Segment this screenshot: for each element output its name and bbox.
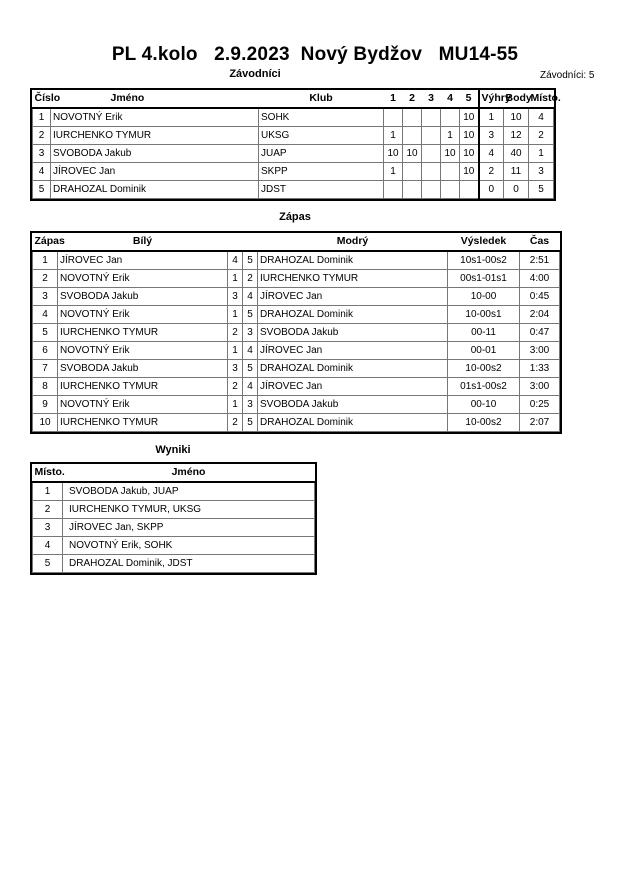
- round-score: 10: [441, 145, 460, 163]
- round-score: [422, 163, 441, 181]
- round-score: [422, 108, 441, 127]
- match-number: 5: [33, 324, 58, 342]
- blue-competitor: DRAHOZAL Dominik: [258, 414, 448, 432]
- matches-table: [32, 233, 560, 432]
- white-competitor: IURCHENKO TYMUR: [58, 324, 228, 342]
- match-number: 9: [33, 396, 58, 414]
- round-score: [422, 127, 441, 145]
- round-score: 1: [441, 127, 460, 145]
- match-row: [33, 306, 560, 324]
- match-row: [33, 396, 560, 414]
- match-time: 2:07: [520, 414, 560, 432]
- match-row: [33, 324, 560, 342]
- blue-competitor: JÍROVEC Jan: [258, 342, 448, 360]
- blue-number: 5: [243, 251, 258, 270]
- result-place: 5: [33, 555, 63, 573]
- white-competitor: NOVOTNÝ Erik: [58, 396, 228, 414]
- round-score: [441, 181, 460, 199]
- match-time: 0:25: [520, 396, 560, 414]
- match-time: 2:04: [520, 306, 560, 324]
- competitor-place: 2: [529, 127, 554, 145]
- round-score: 1: [384, 127, 403, 145]
- round-score: 10: [384, 145, 403, 163]
- competitors-table: [32, 90, 561, 199]
- competitor-row: [33, 163, 554, 181]
- match-time: 1:33: [520, 360, 560, 378]
- blue-number: 5: [243, 360, 258, 378]
- col-place: Místo.: [529, 90, 554, 108]
- match-result: 10-00s1: [448, 306, 520, 324]
- blue-competitor: DRAHOZAL Dominik: [258, 360, 448, 378]
- result-row: [33, 537, 315, 555]
- match-row: [33, 342, 560, 360]
- blue-number: 5: [243, 306, 258, 324]
- blue-number: 3: [243, 396, 258, 414]
- col-points: Body: [504, 90, 529, 108]
- match-result: 10-00s2: [448, 414, 520, 432]
- round-score: [441, 163, 460, 181]
- white-number: 1: [228, 306, 243, 324]
- blue-competitor: JÍROVEC Jan: [258, 378, 448, 396]
- match-result: 10-00: [448, 288, 520, 306]
- white-competitor: IURCHENKO TYMUR: [58, 378, 228, 396]
- col-result-place: Místo.: [33, 464, 63, 482]
- competitor-row: [33, 181, 554, 199]
- blue-competitor: DRAHOZAL Dominik: [258, 306, 448, 324]
- round-score: 10: [403, 145, 422, 163]
- match-result: 10-00s2: [448, 360, 520, 378]
- page-title: PL 4.kolo 2.9.2023 Nový Bydžov MU14-55: [111, 44, 519, 65]
- result-row: [33, 482, 315, 501]
- competitor-place: 5: [529, 181, 554, 199]
- white-number: 2: [228, 324, 243, 342]
- result-place: 1: [33, 482, 63, 501]
- match-row: [33, 288, 560, 306]
- competitor-points: 40: [504, 145, 529, 163]
- match-result: 00s1-01s1: [448, 270, 520, 288]
- match-time: 3:00: [520, 342, 560, 360]
- competitor-number: 3: [33, 145, 51, 163]
- white-number: 1: [228, 396, 243, 414]
- competitor-number: 1: [33, 108, 51, 127]
- blue-number: 4: [243, 342, 258, 360]
- white-competitor: NOVOTNÝ Erik: [58, 270, 228, 288]
- blue-number: 3: [243, 324, 258, 342]
- col-number: Číslo: [33, 90, 51, 108]
- match-row: [33, 251, 560, 270]
- match-number: 1: [33, 251, 58, 270]
- competitor-place: 4: [529, 108, 554, 127]
- competitor-points: 12: [504, 127, 529, 145]
- white-number: 4: [228, 251, 243, 270]
- match-result: 01s1-00s2: [448, 378, 520, 396]
- round-score: 10: [460, 108, 479, 127]
- match-time: 2:51: [520, 251, 560, 270]
- col-wins: Výhry: [479, 90, 504, 108]
- col-white: Bílý: [58, 233, 228, 251]
- result-name: DRAHOZAL Dominik, JDST: [63, 555, 315, 573]
- blue-number: 4: [243, 288, 258, 306]
- round-score: 10: [460, 127, 479, 145]
- blue-competitor: SVOBODA Jakub: [258, 324, 448, 342]
- match-time: 0:45: [520, 288, 560, 306]
- competitor-name: NOVOTNÝ Erik: [51, 108, 259, 127]
- match-row: [33, 414, 560, 432]
- competitor-wins: 0: [479, 181, 504, 199]
- blue-number: 2: [243, 270, 258, 288]
- result-name: IURCHENKO TYMUR, UKSG: [63, 501, 315, 519]
- match-result: 00-10: [448, 396, 520, 414]
- competitor-count: Závodníci: 5: [540, 70, 595, 81]
- competitor-points: 11: [504, 163, 529, 181]
- blue-competitor: DRAHOZAL Dominik: [258, 251, 448, 270]
- match-row: [33, 270, 560, 288]
- match-row: [33, 360, 560, 378]
- round-score: [441, 108, 460, 127]
- col-round-4: 4: [441, 90, 460, 108]
- col-round-5: 5: [460, 90, 479, 108]
- competitor-club: SOHK: [259, 108, 384, 127]
- competitor-place: 3: [529, 163, 554, 181]
- competitor-row: [33, 127, 554, 145]
- competitor-name: JÍROVEC Jan: [51, 163, 259, 181]
- competitor-points: 0: [504, 181, 529, 199]
- white-competitor: NOVOTNÝ Erik: [58, 306, 228, 324]
- col-round-1: 1: [384, 90, 403, 108]
- result-row: [33, 555, 315, 573]
- match-row: [33, 378, 560, 396]
- competitor-number: 4: [33, 163, 51, 181]
- match-number: 8: [33, 378, 58, 396]
- result-row: [33, 501, 315, 519]
- round-score: [403, 127, 422, 145]
- match-number: 2: [33, 270, 58, 288]
- white-number: 1: [228, 342, 243, 360]
- matches-heading: Zápas: [279, 211, 311, 223]
- col-club: Klub: [259, 90, 384, 108]
- round-score: [422, 145, 441, 163]
- round-score: [384, 181, 403, 199]
- competitor-row: [33, 145, 554, 163]
- result-place: 3: [33, 519, 63, 537]
- competitor-club: JDST: [259, 181, 384, 199]
- competitor-club: UKSG: [259, 127, 384, 145]
- round-score: [422, 181, 441, 199]
- competitor-points: 10: [504, 108, 529, 127]
- round-score: [460, 181, 479, 199]
- competitor-wins: 1: [479, 108, 504, 127]
- competitor-wins: 3: [479, 127, 504, 145]
- competitor-club: SKPP: [259, 163, 384, 181]
- col-blue: Modrý: [258, 233, 448, 251]
- competitor-number: 2: [33, 127, 51, 145]
- result-place: 2: [33, 501, 63, 519]
- white-competitor: JÍROVEC Jan: [58, 251, 228, 270]
- match-time: 4:00: [520, 270, 560, 288]
- match-number: 4: [33, 306, 58, 324]
- col-round-2: 2: [403, 90, 422, 108]
- round-score: 10: [460, 163, 479, 181]
- white-competitor: NOVOTNÝ Erik: [58, 342, 228, 360]
- white-number: 1: [228, 270, 243, 288]
- result-name: NOVOTNÝ Erik, SOHK: [63, 537, 315, 555]
- match-result: 10s1-00s2: [448, 251, 520, 270]
- round-score: [403, 163, 422, 181]
- white-competitor: IURCHENKO TYMUR: [58, 414, 228, 432]
- blue-competitor: SVOBODA Jakub: [258, 396, 448, 414]
- competitor-number: 5: [33, 181, 51, 199]
- blue-competitor: IURCHENKO TYMUR: [258, 270, 448, 288]
- white-number: 3: [228, 360, 243, 378]
- blue-number: 5: [243, 414, 258, 432]
- white-number: 2: [228, 414, 243, 432]
- round-score: 1: [384, 163, 403, 181]
- match-number: 7: [33, 360, 58, 378]
- result-name: JÍROVEC Jan, SKPP: [63, 519, 315, 537]
- white-competitor: SVOBODA Jakub: [58, 288, 228, 306]
- match-result: 00-11: [448, 324, 520, 342]
- col-name: Jméno: [51, 90, 259, 108]
- competitor-club: JUAP: [259, 145, 384, 163]
- round-score: [384, 108, 403, 127]
- competitors-header-row: [33, 90, 554, 108]
- white-competitor: SVOBODA Jakub: [58, 360, 228, 378]
- result-place: 4: [33, 537, 63, 555]
- col-round-3: 3: [422, 90, 441, 108]
- white-number: 3: [228, 288, 243, 306]
- match-number: 3: [33, 288, 58, 306]
- col-result-name: Jméno: [63, 464, 315, 482]
- results-header-row: [33, 464, 315, 482]
- result-row: [33, 519, 315, 537]
- col-match: Zápas: [33, 233, 58, 251]
- round-score: 10: [460, 145, 479, 163]
- match-number: 6: [33, 342, 58, 360]
- match-number: 10: [33, 414, 58, 432]
- competitor-name: DRAHOZAL Dominik: [51, 181, 259, 199]
- round-score: [403, 108, 422, 127]
- blue-competitor: JÍROVEC Jan: [258, 288, 448, 306]
- competitor-name: SVOBODA Jakub: [51, 145, 259, 163]
- col-time: Čas: [520, 233, 560, 251]
- matches-header-row: [33, 233, 560, 251]
- round-score: [403, 181, 422, 199]
- results-heading: Wyniki: [155, 444, 191, 456]
- match-result: 00-01: [448, 342, 520, 360]
- competitor-name: IURCHENKO TYMUR: [51, 127, 259, 145]
- competitor-place: 1: [529, 145, 554, 163]
- col-result: Výsledek: [448, 233, 520, 251]
- competitor-wins: 2: [479, 163, 504, 181]
- white-number: 2: [228, 378, 243, 396]
- competitor-wins: 4: [479, 145, 504, 163]
- match-time: 0:47: [520, 324, 560, 342]
- result-name: SVOBODA Jakub, JUAP: [63, 482, 315, 501]
- results-table: [32, 464, 315, 573]
- blue-number: 4: [243, 378, 258, 396]
- match-time: 3:00: [520, 378, 560, 396]
- competitor-row: [33, 108, 554, 127]
- competitors-heading: Závodníci: [229, 68, 281, 80]
